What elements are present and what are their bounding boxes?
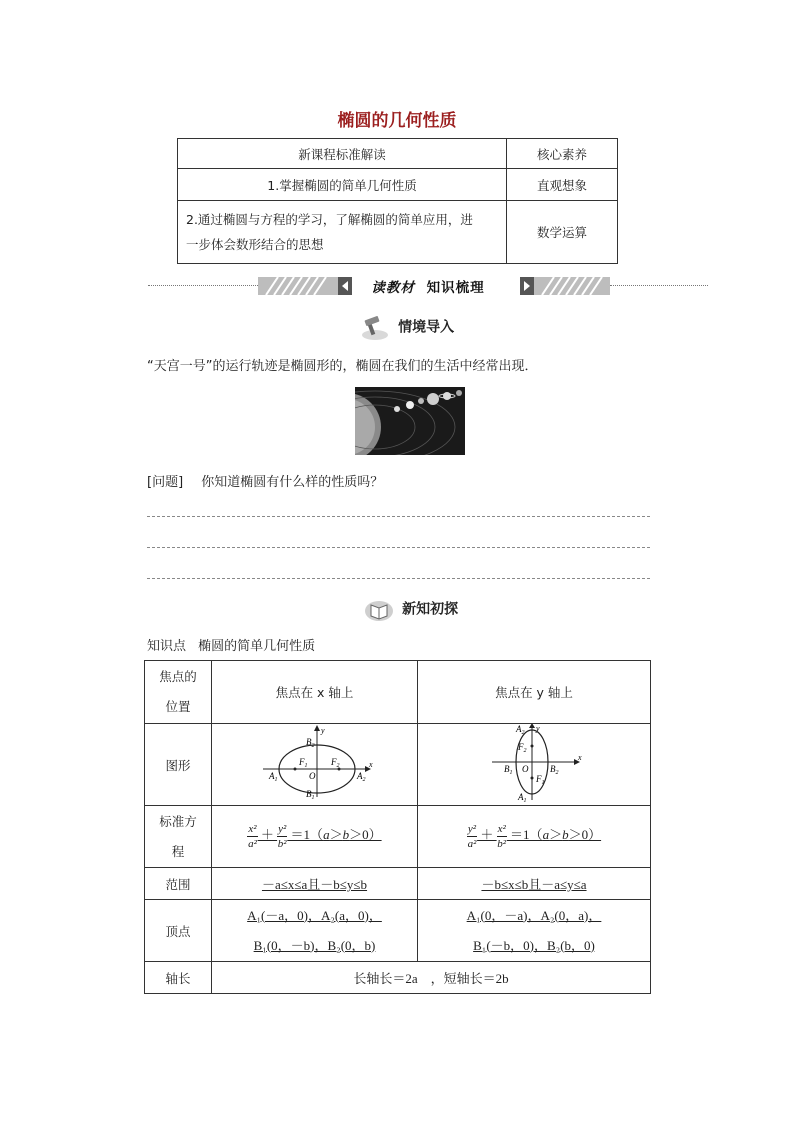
svg-text:A1: $A_1$ [268,771,277,783]
question [147,471,383,490]
range-x-value: －a≤x≤a且－b≤y≤b [261,877,368,892]
hammer-icon [360,315,390,341]
row-eq-label [145,806,212,868]
standards-table [177,138,618,264]
row-focus-label-l1: 焦点的 [159,669,197,684]
row-vertex-label: 顶点 [145,900,212,962]
eq-x-formula: $\frac{\text{x²}}{\text{a²}}$ ＋ $\frac{\text{y²}}{\text{b²}}$ ＝1（a＞b＞0） [248,823,382,850]
eq-y-formula: $\frac{\text{y²}}{\text{a²}}$ ＋ $\frac{\text{x²}}{\text{b²}}$ ＝1（a＞b＞0） [467,823,602,850]
axis-length-value: 长轴长＝2a ，短轴长＝2b [353,971,509,986]
literacy-1: 直观想象 [507,169,618,201]
svg-text:B1: $B_1$ [305,789,314,801]
svg-text:x: x [578,753,582,762]
book-icon [364,597,394,623]
svg-text:F2: $F_2$ [330,757,339,769]
page-title: 椭圆的几何性质 [337,111,457,131]
standards-header-1: 新课程标准解读 [178,139,507,169]
svg-text:O: O [308,771,315,781]
vertex-x-line1: A₁(－a，0)，A₂(a，0)， [247,907,382,923]
section-situation-title: 情境导入 [398,319,455,336]
banner-arrow-right-icon [520,277,610,295]
svg-text:F1: $F_1$ [536,774,545,786]
standard-2 [178,201,507,264]
range-x-cell [212,868,418,900]
knowledge-point-name: 椭圆的简单几何性质 [198,639,316,654]
ellipse-y-axis-figure [484,724,584,802]
intro-text: “天宫一号”的运行轨迹是椭圆形的，椭圆在我们的生活中经常出现． [147,359,538,374]
range-y-cell [418,868,651,900]
banner-dotline-left [148,285,258,286]
standard-2-line2: 一步体会数形结合的思想 [186,237,324,252]
literacy-2: 数学运算 [507,201,618,264]
standard-2-line1: 2.通过椭圆与方程的学习，了解椭圆的简单应用，进 [186,212,473,227]
svg-text:O: O [522,764,529,774]
range-y-value: －b≤x≤b且－a≤y≤a [481,877,587,892]
svg-text:y: y [320,726,325,735]
vertex-x-cell [212,900,418,962]
svg-text:A2: $A_2$ [356,771,365,783]
question-tag: [问题] [147,475,184,490]
row-eq-label-l1: 标准方 [159,813,197,829]
svg-text:y: y [536,724,540,733]
svg-text:F1: $F_1$ [298,757,307,769]
svg-text:B1: $B_1$ [504,764,513,776]
vertex-y-cell [418,900,651,962]
focus-y-cell: 焦点在 y 轴上 [418,661,651,724]
figure-y-cell [418,724,651,806]
figure-x-cell [212,724,418,806]
knowledge-point-label: 知识点 [147,639,187,654]
eq-y-cell [418,806,651,868]
row-figure-label: 图形 [145,724,212,806]
row-eq-label-l2: 程 [171,843,185,859]
section-new-knowledge [364,597,458,623]
banner-dotline-right [610,285,708,286]
standard-1: 1.掌握椭圆的简单几何性质 [178,169,507,201]
svg-text:F2: $F_2$ [518,742,527,754]
focus-x-cell: 焦点在 x 轴上 [212,661,418,724]
vertex-x-line2: B₁(0，－b)，B₂(0，b) [253,937,376,953]
svg-text:A2: $A_2$ [516,724,525,736]
svg-text:A1: $A_1$ [518,792,527,802]
row-axis-label: 轴长 [145,962,212,994]
vertex-y-line2: B₁(－b，0)，B₂(b，0) [473,937,595,953]
axis-length-cell [212,962,651,994]
standards-header-2: 核心素养 [507,139,618,169]
svg-text:B2: $B_2$ [305,737,314,749]
eq-x-cell [212,806,418,868]
solar-system-image [355,387,465,455]
question-text: 你知道椭圆有什么样的性质吗？ [201,475,384,490]
banner-part2: 知识梳理 [426,280,485,296]
answer-line-3 [147,578,650,579]
answer-line-2 [147,547,650,548]
section-new-knowledge-title: 新知初探 [402,601,459,618]
row-range-label: 范围 [145,868,212,900]
banner-title [353,276,503,296]
banner-part1: 读教材 [371,280,415,296]
knowledge-point [147,635,315,654]
svg-text:x: x [368,760,373,769]
svg-text:B2: $B_2$ [550,764,559,776]
ellipse-properties-table [144,660,651,994]
section-banner [148,276,708,296]
answer-line-1 [147,516,650,517]
row-focus-label-l2: 位置 [165,699,191,714]
section-situation [360,315,454,341]
vertex-y-line1: A₁(0，－a)，A₂(0，a)， [466,907,602,923]
ellipse-x-axis-figure [255,725,375,801]
row-focus-label [145,661,212,724]
